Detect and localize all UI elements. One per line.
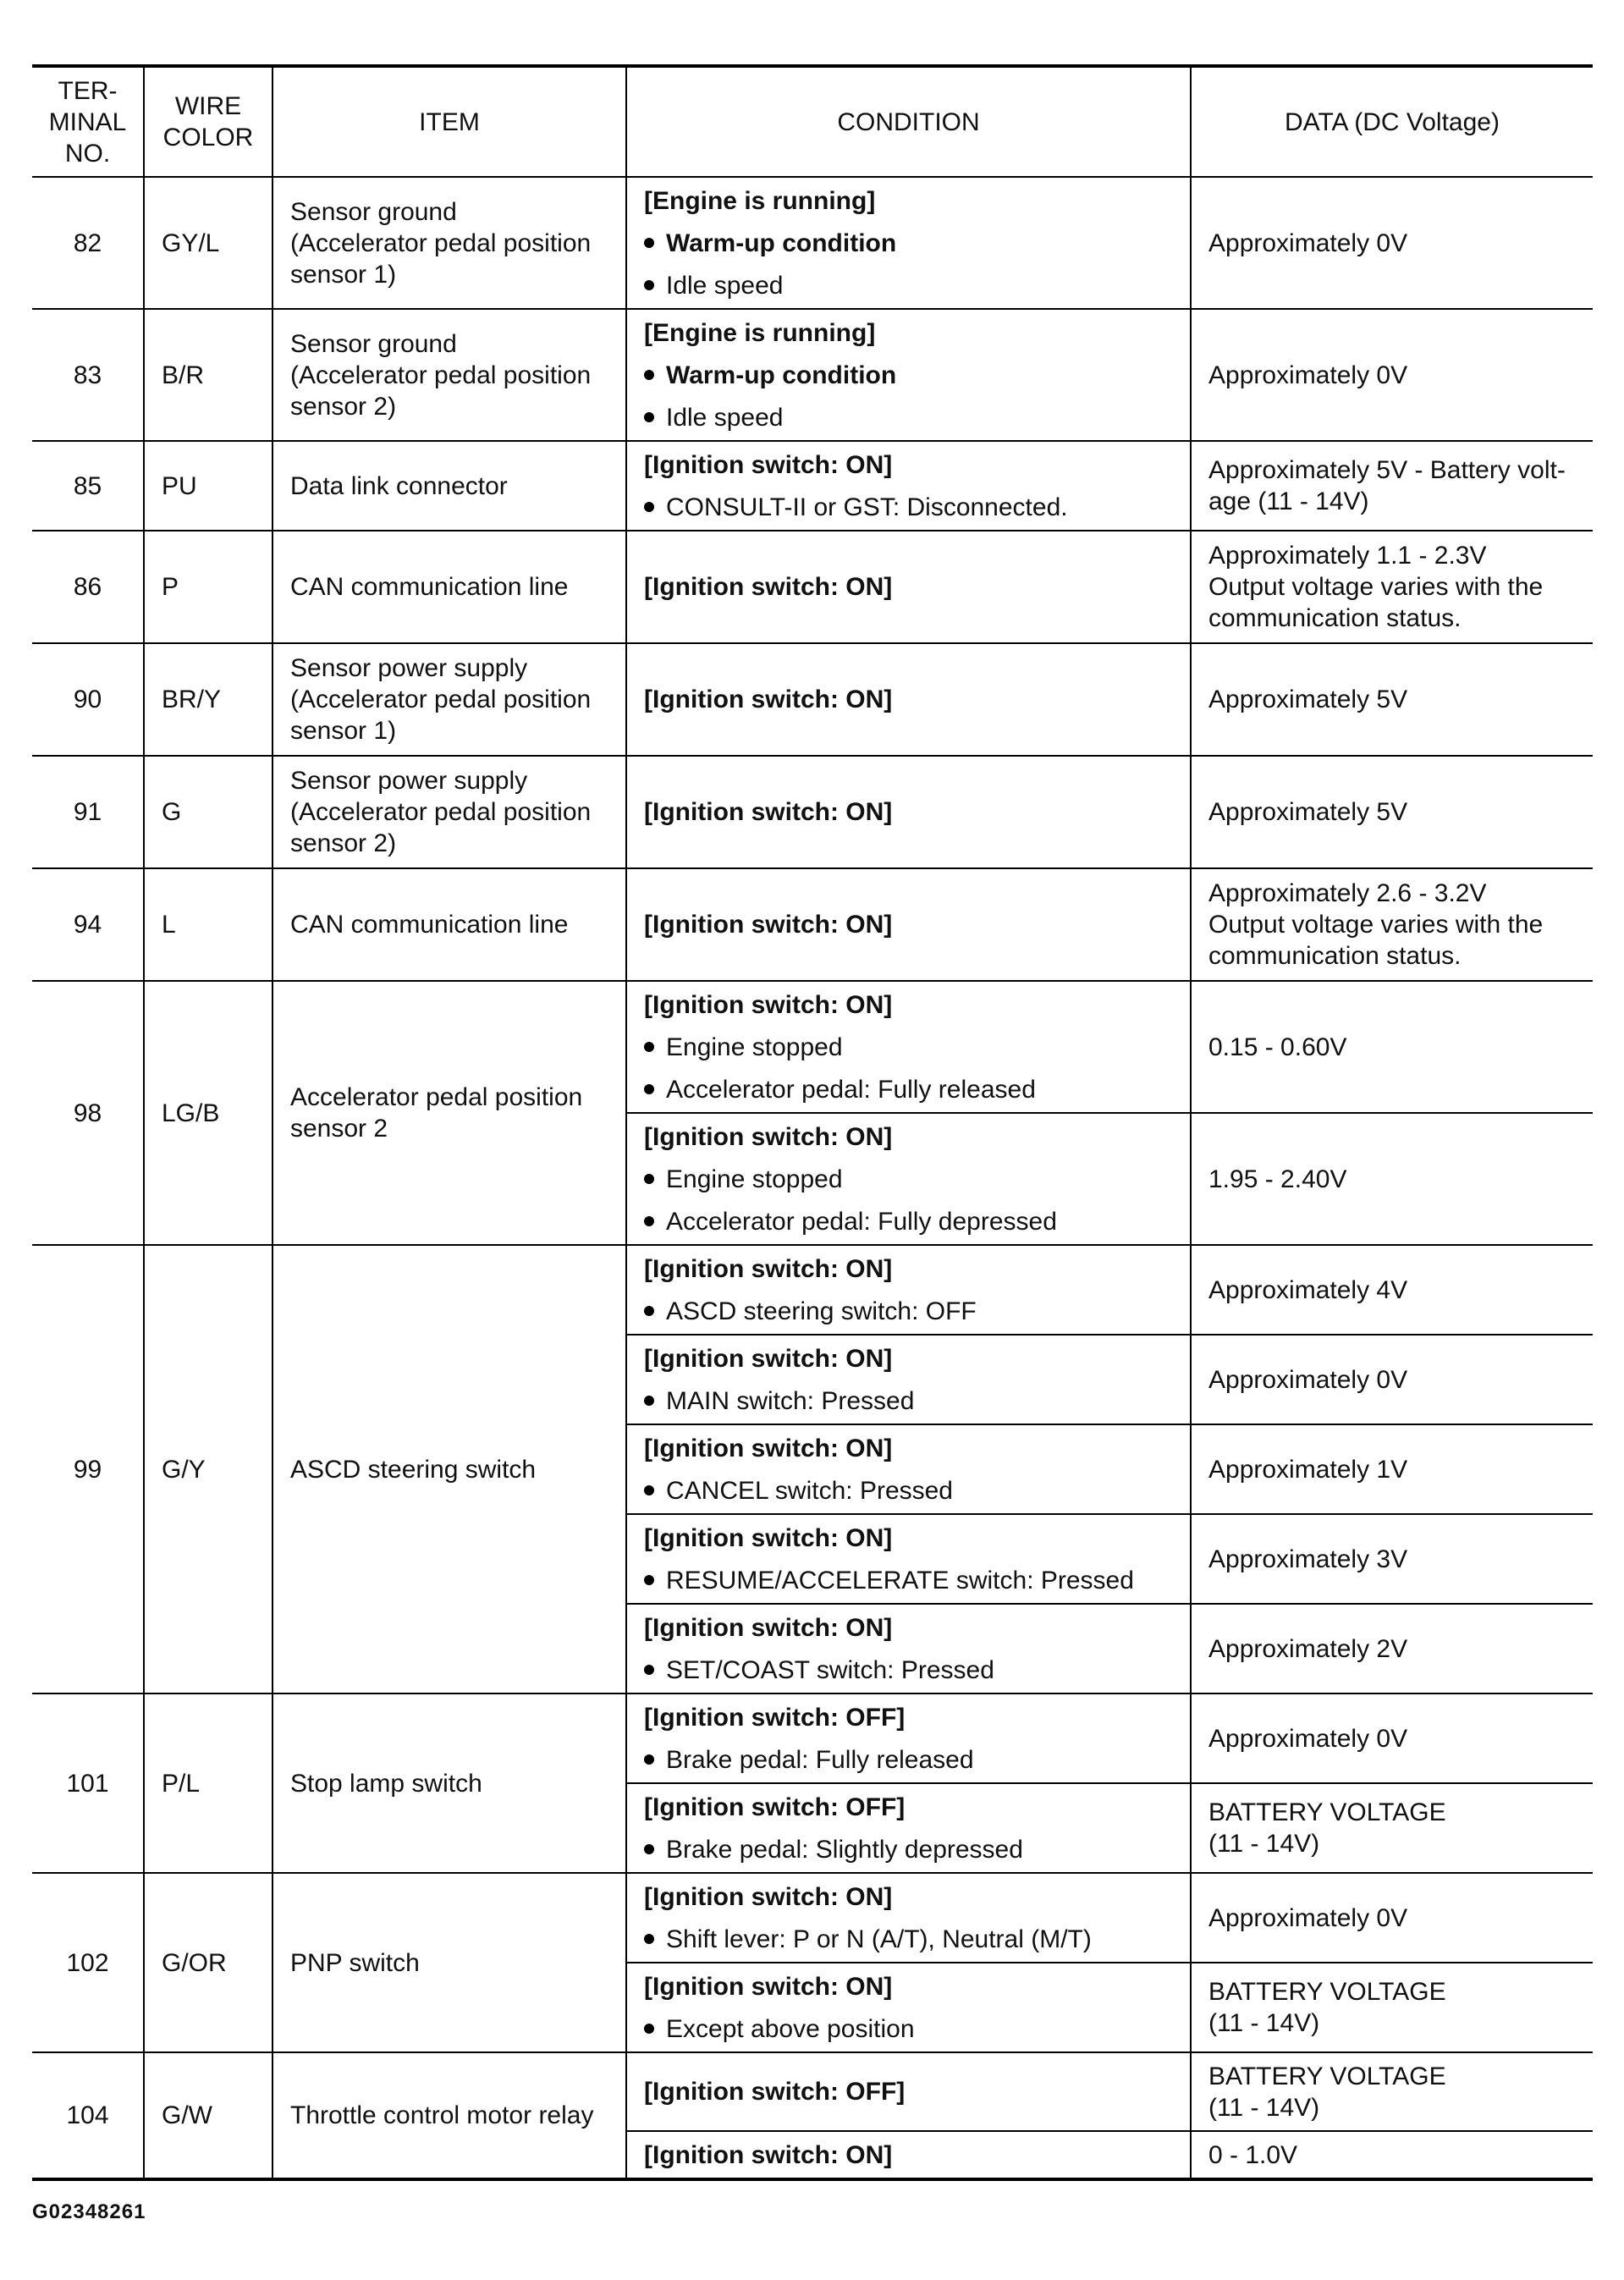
condition-text: MAIN switch: Pressed bbox=[666, 1386, 915, 1415]
terminal-no: 82 bbox=[32, 177, 144, 309]
bullet-icon bbox=[644, 1844, 654, 1854]
condition-line bbox=[644, 1074, 1173, 1105]
table-row bbox=[32, 2052, 1593, 2131]
condition-cell bbox=[626, 1873, 1191, 1963]
header-item: ITEM bbox=[273, 66, 626, 177]
condition-cell bbox=[626, 2131, 1191, 2179]
wire-color: BR/Y bbox=[144, 643, 273, 756]
condition-text: RESUME/ACCELERATE switch: Pressed bbox=[666, 1566, 1134, 1594]
condition-line bbox=[644, 1032, 1173, 1063]
wire-color: G/W bbox=[144, 2052, 273, 2179]
wire-color: P/L bbox=[144, 1693, 273, 1873]
condition-cell bbox=[626, 868, 1191, 981]
terminal-no: 99 bbox=[32, 1245, 144, 1693]
wire-color: L bbox=[144, 868, 273, 981]
table-row bbox=[32, 756, 1593, 868]
condition-heading: [Ignition switch: OFF] bbox=[644, 2078, 906, 2106]
bullet-icon bbox=[644, 502, 654, 512]
condition-cell bbox=[626, 1693, 1191, 1783]
item-text: Sensor ground (Accelerator pedal position sensor 1) bbox=[273, 177, 626, 309]
data-value: BATTERY VOLTAGE (11 - 14V) bbox=[1191, 1783, 1593, 1873]
table-row bbox=[32, 309, 1593, 441]
condition-cell bbox=[626, 1113, 1191, 1245]
data-value: Approximately 0V bbox=[1191, 1873, 1593, 1963]
condition-heading: [Ignition switch: ON] bbox=[644, 450, 893, 479]
table-row bbox=[32, 643, 1593, 756]
condition-cell bbox=[626, 1424, 1191, 1514]
terminal-no: 98 bbox=[32, 981, 144, 1245]
table-row bbox=[32, 531, 1593, 643]
condition-line bbox=[644, 360, 1173, 391]
wire-color: G/Y bbox=[144, 1245, 273, 1693]
condition-cell bbox=[626, 2052, 1191, 2131]
condition-cell bbox=[626, 756, 1191, 868]
bullet-icon bbox=[644, 1665, 654, 1675]
wire-color: G/OR bbox=[144, 1873, 273, 2052]
data-value: Approximately 2.6 - 3.2V Output voltage varies with the communication status. bbox=[1191, 868, 1593, 981]
header-data: DATA (DC Voltage) bbox=[1191, 66, 1593, 177]
condition-line bbox=[644, 492, 1173, 523]
condition-heading: [Ignition switch: ON] bbox=[644, 990, 893, 1019]
bullet-icon bbox=[644, 370, 654, 380]
condition-heading: [Ignition switch: ON] bbox=[644, 1254, 893, 1283]
item-text: CAN communication line bbox=[273, 531, 626, 643]
terminal-no: 90 bbox=[32, 643, 144, 756]
condition-text: Warm-up condition bbox=[666, 361, 897, 389]
terminal-no: 91 bbox=[32, 756, 144, 868]
condition-line bbox=[644, 228, 1173, 259]
condition-cell bbox=[626, 441, 1191, 531]
bullet-icon bbox=[644, 1174, 654, 1184]
condition-line bbox=[644, 1565, 1173, 1596]
data-value: BATTERY VOLTAGE (11 - 14V) bbox=[1191, 2052, 1593, 2131]
condition-text: Accelerator pedal: Fully released bbox=[666, 1075, 1036, 1104]
condition-line bbox=[644, 1296, 1173, 1327]
data-value: Approximately 2V bbox=[1191, 1604, 1593, 1693]
data-value: Approximately 3V bbox=[1191, 1514, 1593, 1604]
data-value: Approximately 5V - Battery volt- age (11 - 14V) bbox=[1191, 441, 1593, 531]
terminal-table bbox=[32, 64, 1593, 2181]
table-row bbox=[32, 1873, 1593, 1963]
item-text: Sensor power supply (Accelerator pedal position sensor 2) bbox=[273, 756, 626, 868]
data-value: Approximately 0V bbox=[1191, 177, 1593, 309]
condition-line bbox=[644, 1206, 1173, 1237]
bullet-icon bbox=[644, 238, 654, 248]
table-row bbox=[32, 981, 1593, 1113]
condition-heading: [Engine is running] bbox=[644, 186, 876, 215]
condition-text: CONSULT-II or GST: Disconnected. bbox=[666, 493, 1068, 521]
condition-text: Warm-up condition bbox=[666, 229, 897, 257]
condition-heading: [Ignition switch: OFF] bbox=[644, 1703, 906, 1732]
condition-line bbox=[644, 1924, 1173, 1955]
condition-text: Accelerator pedal: Fully depressed bbox=[666, 1207, 1057, 1236]
bullet-icon bbox=[644, 1396, 654, 1406]
bullet-icon bbox=[644, 1485, 654, 1495]
table-row bbox=[32, 868, 1593, 981]
condition-cell bbox=[626, 531, 1191, 643]
data-value: Approximately 5V bbox=[1191, 756, 1593, 868]
condition-heading: [Ignition switch: ON] bbox=[644, 1523, 893, 1552]
condition-heading: [Ignition switch: ON] bbox=[644, 686, 893, 713]
terminal-no: 101 bbox=[32, 1693, 144, 1873]
bullet-icon bbox=[644, 1042, 654, 1052]
condition-text: Idle speed bbox=[666, 271, 784, 300]
condition-heading: [Engine is running] bbox=[644, 318, 876, 347]
bullet-icon bbox=[644, 1575, 654, 1585]
condition-heading: [Ignition switch: ON] bbox=[644, 1122, 893, 1151]
condition-line bbox=[644, 2013, 1173, 2045]
item-text: Data link connector bbox=[273, 441, 626, 531]
item-text: Accelerator pedal position sensor 2 bbox=[273, 981, 626, 1245]
terminal-no: 102 bbox=[32, 1873, 144, 2052]
condition-text: Brake pedal: Slightly depressed bbox=[666, 1835, 1023, 1864]
condition-text: SET/COAST switch: Pressed bbox=[666, 1655, 994, 1684]
condition-text: Idle speed bbox=[666, 403, 784, 432]
data-value: 0 - 1.0V bbox=[1191, 2131, 1593, 2179]
data-value: Approximately 0V bbox=[1191, 1693, 1593, 1783]
condition-heading: [Ignition switch: ON] bbox=[644, 1882, 893, 1911]
data-value: Approximately 5V bbox=[1191, 643, 1593, 756]
data-value: Approximately 4V bbox=[1191, 1245, 1593, 1335]
header-condition: CONDITION bbox=[626, 66, 1191, 177]
condition-cell bbox=[626, 1604, 1191, 1693]
condition-cell bbox=[626, 1245, 1191, 1335]
condition-cell bbox=[626, 643, 1191, 756]
condition-text: Engine stopped bbox=[666, 1165, 843, 1193]
item-text: Throttle control motor relay bbox=[273, 2052, 626, 2179]
item-text: ASCD steering switch bbox=[273, 1245, 626, 1693]
bullet-icon bbox=[644, 1306, 654, 1316]
condition-cell bbox=[626, 177, 1191, 309]
condition-heading: [Ignition switch: OFF] bbox=[644, 1793, 906, 1821]
terminal-no: 94 bbox=[32, 868, 144, 981]
condition-heading: [Ignition switch: ON] bbox=[644, 2140, 893, 2169]
header-wire-color: WIRE COLOR bbox=[144, 66, 273, 177]
condition-line bbox=[644, 1744, 1173, 1776]
bullet-icon bbox=[644, 1084, 654, 1094]
bullet-icon bbox=[644, 280, 654, 290]
condition-heading: [Ignition switch: ON] bbox=[644, 1434, 893, 1462]
wire-color: GY/L bbox=[144, 177, 273, 309]
wire-color: P bbox=[144, 531, 273, 643]
condition-heading: [Ignition switch: ON] bbox=[644, 1972, 893, 2001]
condition-cell bbox=[626, 309, 1191, 441]
data-value: Approximately 1.1 - 2.3V Output voltage varies with the communication status. bbox=[1191, 531, 1593, 643]
condition-text: Engine stopped bbox=[666, 1033, 843, 1061]
condition-line bbox=[644, 1164, 1173, 1195]
condition-heading: [Ignition switch: ON] bbox=[644, 911, 893, 939]
terminal-data-sheet bbox=[32, 64, 1593, 2181]
header-row bbox=[32, 66, 1593, 177]
table-row bbox=[32, 1693, 1593, 1783]
item-text: CAN communication line bbox=[273, 868, 626, 981]
item-text: Sensor ground (Accelerator pedal position sensor 2) bbox=[273, 309, 626, 441]
header-terminal-no: TER- MINAL NO. bbox=[32, 66, 144, 177]
condition-line bbox=[644, 1475, 1173, 1506]
wire-color: LG/B bbox=[144, 981, 273, 1245]
data-value: 1.95 - 2.40V bbox=[1191, 1113, 1593, 1245]
data-value: Approximately 1V bbox=[1191, 1424, 1593, 1514]
terminal-no: 86 bbox=[32, 531, 144, 643]
bullet-icon bbox=[644, 412, 654, 422]
condition-cell bbox=[626, 1783, 1191, 1873]
wire-color: G bbox=[144, 756, 273, 868]
table-row bbox=[32, 177, 1593, 309]
condition-line bbox=[644, 1655, 1173, 1686]
condition-heading: [Ignition switch: ON] bbox=[644, 573, 893, 601]
data-value: Approximately 0V bbox=[1191, 1335, 1593, 1424]
data-value: Approximately 0V bbox=[1191, 309, 1593, 441]
bullet-icon bbox=[644, 1934, 654, 1944]
bullet-icon bbox=[644, 1216, 654, 1226]
condition-line bbox=[644, 1834, 1173, 1865]
data-value: 0.15 - 0.60V bbox=[1191, 981, 1593, 1113]
condition-text: Shift lever: P or N (A/T), Neutral (M/T) bbox=[666, 1925, 1092, 1953]
condition-line bbox=[644, 1385, 1173, 1417]
bullet-icon bbox=[644, 1754, 654, 1765]
data-value: BATTERY VOLTAGE (11 - 14V) bbox=[1191, 1963, 1593, 2052]
bullet-icon bbox=[644, 2024, 654, 2034]
condition-line bbox=[644, 402, 1173, 433]
table-row bbox=[32, 1245, 1593, 1335]
condition-cell bbox=[626, 1514, 1191, 1604]
condition-text: Except above position bbox=[666, 2014, 915, 2043]
figure-code: G02348261 bbox=[32, 2200, 146, 2223]
item-text: PNP switch bbox=[273, 1873, 626, 2052]
condition-text: CANCEL switch: Pressed bbox=[666, 1476, 953, 1505]
condition-text: ASCD steering switch: OFF bbox=[666, 1297, 977, 1325]
condition-text: Brake pedal: Fully released bbox=[666, 1745, 974, 1774]
condition-cell bbox=[626, 981, 1191, 1113]
condition-heading: [Ignition switch: ON] bbox=[644, 798, 893, 826]
wire-color: B/R bbox=[144, 309, 273, 441]
condition-line bbox=[644, 270, 1173, 301]
condition-cell bbox=[626, 1963, 1191, 2052]
terminal-no: 104 bbox=[32, 2052, 144, 2179]
terminal-no: 83 bbox=[32, 309, 144, 441]
item-text: Stop lamp switch bbox=[273, 1693, 626, 1873]
condition-cell bbox=[626, 1335, 1191, 1424]
table-row bbox=[32, 441, 1593, 531]
condition-heading: [Ignition switch: ON] bbox=[644, 1344, 893, 1373]
wire-color: PU bbox=[144, 441, 273, 531]
terminal-no: 85 bbox=[32, 441, 144, 531]
item-text: Sensor power supply (Accelerator pedal position sensor 1) bbox=[273, 643, 626, 756]
condition-heading: [Ignition switch: ON] bbox=[644, 1613, 893, 1642]
